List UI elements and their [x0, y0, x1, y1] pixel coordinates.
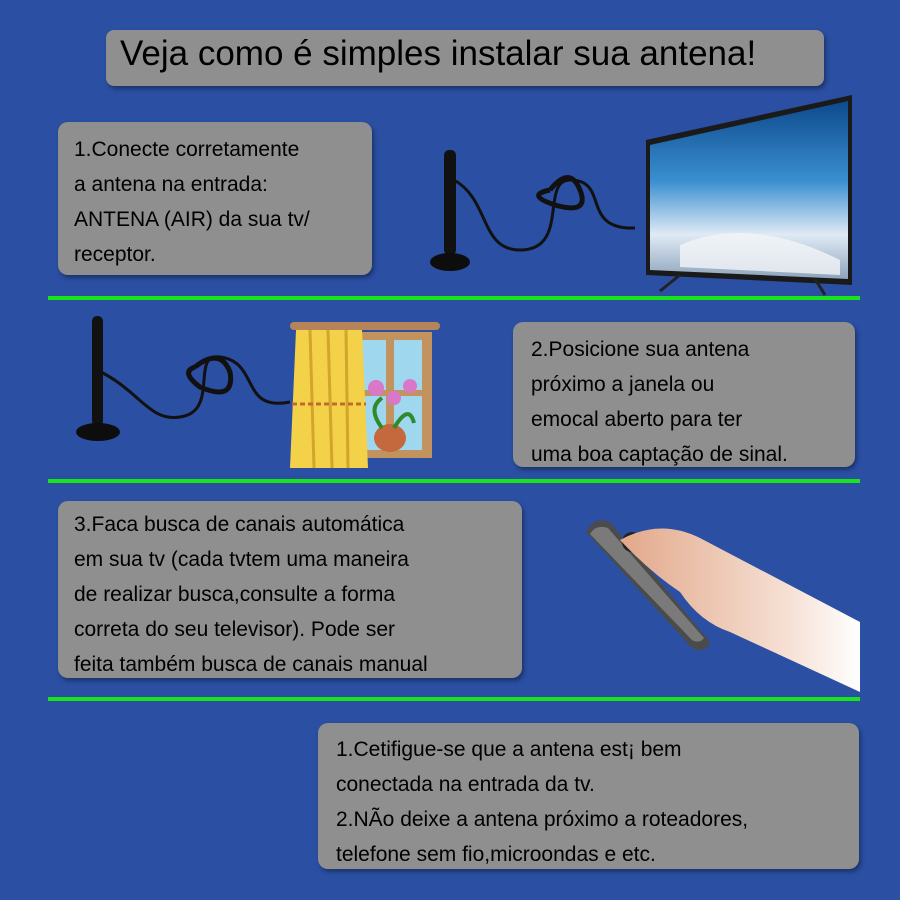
separator-2 — [48, 479, 860, 483]
step3-box — [58, 501, 522, 678]
step1-line: a antena na entrada: — [74, 173, 268, 196]
step3-line: de realizar busca,consulte a forma — [74, 583, 395, 606]
antenna-icon — [70, 312, 300, 447]
step3-line: em sua tv (cada tvtem uma maneira — [74, 548, 409, 571]
remote-control-hand-icon — [580, 512, 860, 694]
step2-line: uma boa captação de sinal. — [531, 443, 788, 466]
step2-box — [513, 322, 855, 467]
step2-line: emocal aberto para ter — [531, 408, 743, 431]
window-curtain-icon — [290, 318, 440, 476]
step1-box — [58, 122, 372, 275]
separator-3 — [48, 697, 860, 701]
step3-line: correta do seu televisor). Pode ser — [74, 618, 395, 641]
antenna-icon — [420, 140, 650, 280]
step3-line: 3.Faca busca de canais automática — [74, 513, 405, 536]
step1-line: receptor. — [74, 243, 156, 266]
tip-line: telefone sem fio,microondas e etc. — [336, 843, 656, 866]
step2-line: 2.Posicione sua antena — [531, 338, 750, 361]
step3-line: feita também busca de canais manual — [74, 653, 428, 676]
step1-line: 1.Conecte corretamente — [74, 138, 300, 161]
step2-line: próximo a janela ou — [531, 373, 715, 396]
tip-line: conectada na entrada da tv. — [336, 773, 595, 796]
step1-line: ANTENA (AIR) da sua tv/ — [74, 208, 310, 231]
separator-1 — [48, 296, 860, 300]
tip-line: 1.Cetifigue-se que a antena est¡ bem — [336, 738, 682, 761]
tips-box — [318, 723, 859, 869]
tv-icon — [640, 95, 862, 300]
page-title: Veja como é simples instalar sua antena! — [106, 30, 824, 86]
tip-line: 2.NÃo deixe a antena próximo a roteadores, — [336, 808, 749, 831]
